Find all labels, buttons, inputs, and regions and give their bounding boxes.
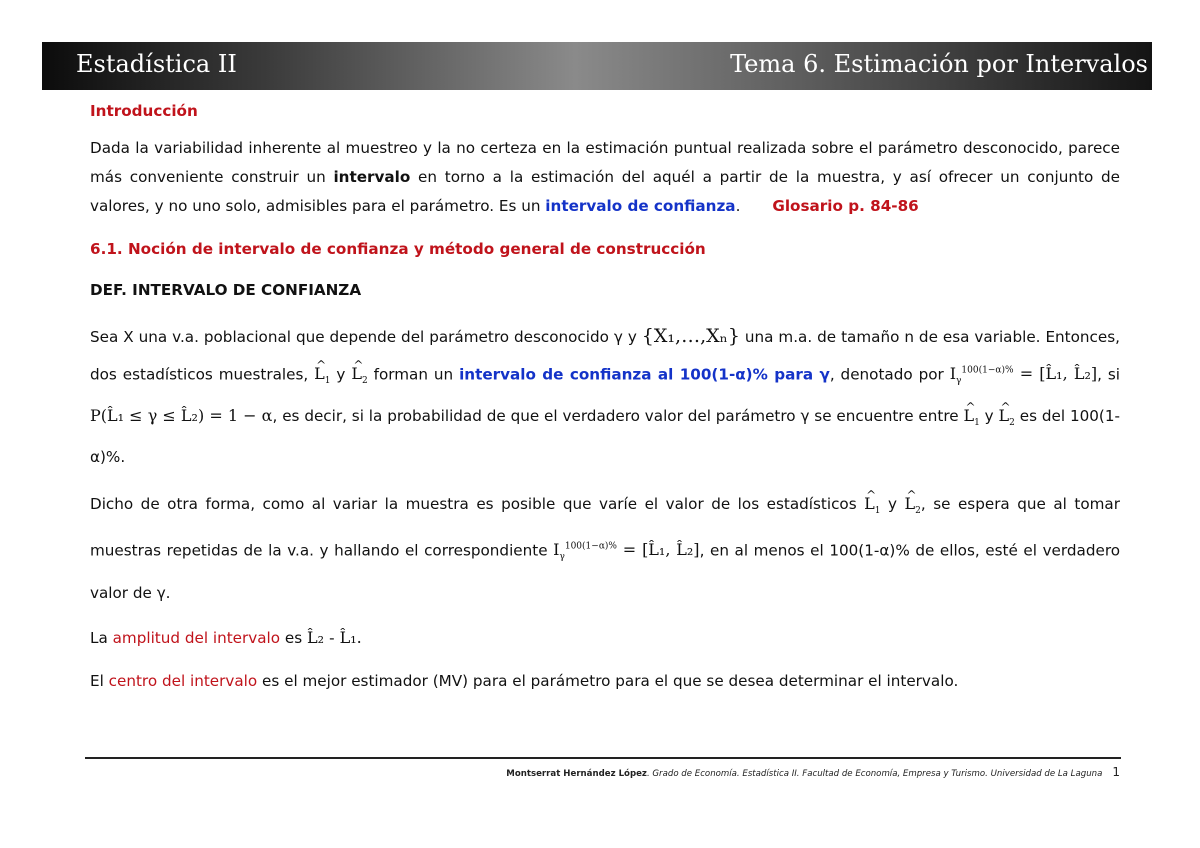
intro-heading: Introducción bbox=[90, 102, 198, 120]
footer-divider bbox=[85, 757, 1121, 759]
amplitude-line: La amplitud del intervalo es L̂₂ - L̂₁. bbox=[90, 628, 362, 648]
page-number: 1 bbox=[1112, 765, 1120, 779]
section-heading: 6.1. Noción de intervalo de confianza y método general de construcción bbox=[90, 240, 706, 258]
probability-expression: P(L̂₁ ≤ γ ≤ L̂₂) = 1 − α bbox=[90, 405, 273, 425]
intro-paragraph: Dada la variabilidad inherente al muestreo y la no certeza en la estimación puntual realizada sobre el parámetro desconocido, parece más conveniente construir un intervalo en torno a la estimación del aquél a partir de la muestra, y así ofrecer un conjunto de valores, y no uno solo, admisibles para el parámetro. Es un intervalo de confianza. Glosario p. 84-86 bbox=[90, 139, 1120, 215]
interval-notation-b: $I_\gamma^{100(1-\alpha)\%}$ = [L̂₁, L̂₂] bbox=[553, 540, 700, 563]
glossary-ref: Glosario p. 84-86 bbox=[772, 197, 919, 215]
page-header bbox=[42, 42, 1152, 90]
footer-author: Montserrat Hernández López bbox=[506, 769, 647, 779]
ic-term: intervalo de confianza bbox=[545, 197, 736, 215]
definition-paragraph: Sea X una v.a. poblacional que depende del parámetro desconocido γ y {X₁,…,Xₙ} una m.a. de tamaño n de esa variable. Entonces, dos estadísticos muestrales, ^ $L_1$ y ^ $L_2$ forman un intervalo de confianza al 100(1-α)% para γ, denotado por $I_\gamma^{100(1-\alpha)\%}$ = [L̂₁, L̂₂], si P(L̂₁ ≤ γ ≤ L̂₂) = 1 − α, es decir, si la probabilidad de que el verdadero valor del parámetro γ se encuentre entre ^ $L_1$ y ^ $L_2$ es del 100(1-α)%. bbox=[90, 319, 1120, 474]
center-line: El centro del intervalo es el mejor estimador (MV) para el parámetro para el que se desea determinar el intervalo. bbox=[90, 672, 959, 691]
stat-l1-b: ^ $L_1$ bbox=[963, 406, 979, 425]
stat-l2-c: ^ $L_2$ bbox=[905, 494, 921, 513]
course-title: Estadística II bbox=[76, 50, 237, 78]
alternative-paragraph: Dicho de otra forma, como al variar la muestra es posible que varíe el valor de los estadísticos ^ $L_1$ y ^ $L_2$, se espera que al tomar muestras repetidas de la v.a. y hallando el correspondiente $I_\gamma^{100(1-\alpha)\%}$ = [L̂₁, L̂₂], en al menos el 100(1-α)% de ellos, esté el verdadero valor de γ. bbox=[90, 486, 1120, 612]
intervalo-bold: intervalo bbox=[333, 168, 411, 186]
amplitude-expression: L̂₂ - L̂₁. bbox=[307, 628, 362, 648]
center-term: centro del intervalo bbox=[108, 672, 258, 691]
stat-l1: ^ $L_1$ bbox=[314, 364, 330, 383]
stat-l1-c: ^ $L_1$ bbox=[864, 494, 880, 513]
interval-notation: $I_\gamma^{100(1-\alpha)\%}$ = [L̂₁, L̂₂] bbox=[949, 364, 1098, 387]
footer-affiliation: . Grado de Economía. Estadística II. Facultad de Economía, Empresa y Turismo. Universidad de La Laguna bbox=[646, 769, 1103, 779]
document-body bbox=[90, 97, 1120, 696]
stat-l2-b: ^ $L_2$ bbox=[999, 406, 1015, 425]
ic-definition-term: intervalo de confianza al 100(1-α)% para γ bbox=[459, 365, 830, 384]
topic-title: Tema 6. Estimación por Intervalos bbox=[730, 50, 1148, 78]
definition-heading: DEF. INTERVALO DE CONFIANZA bbox=[90, 281, 362, 299]
page-footer bbox=[506, 765, 1120, 779]
amplitude-term: amplitud del intervalo bbox=[112, 629, 281, 648]
stat-l2: ^ $L_2$ bbox=[351, 364, 367, 383]
sample-set: {X₁,…,Xₙ} bbox=[641, 325, 740, 347]
